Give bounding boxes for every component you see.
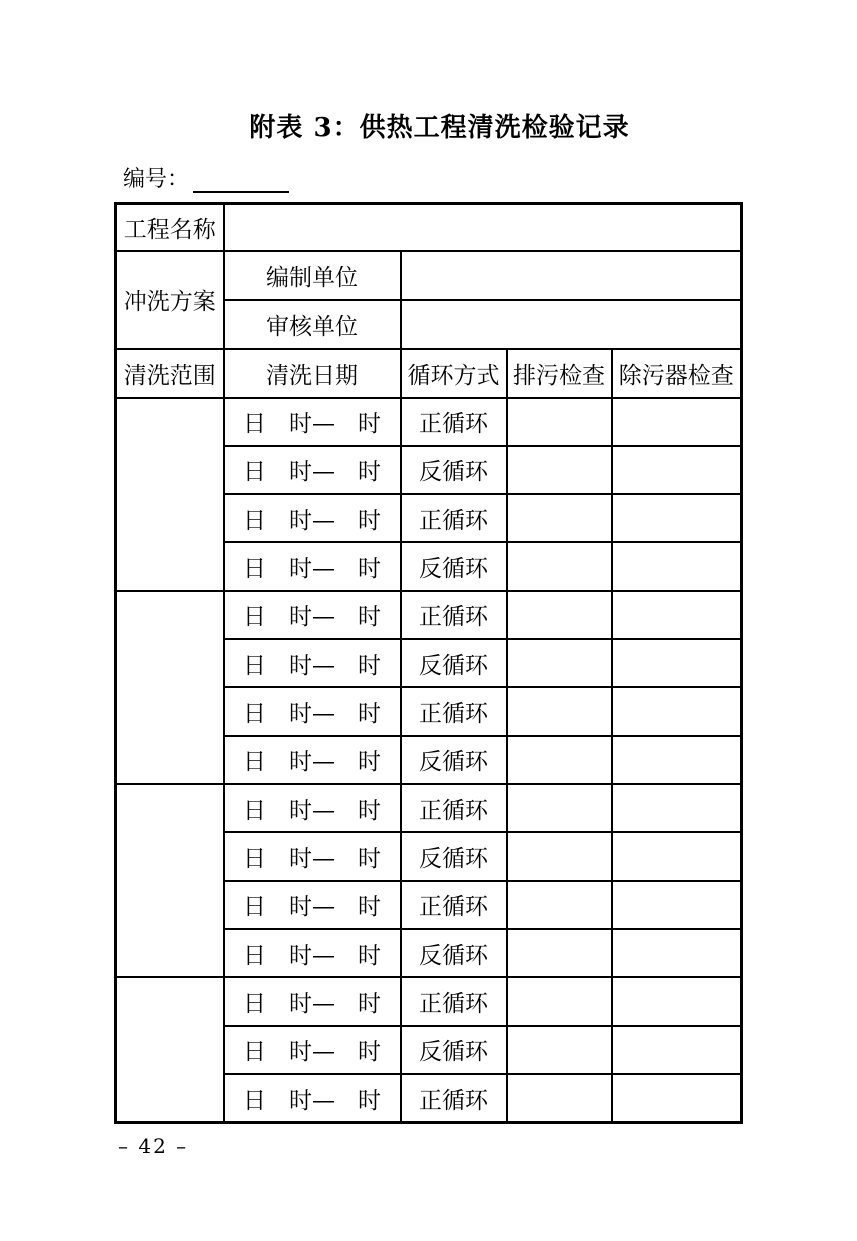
page-number: – 42 – (118, 1134, 189, 1158)
cleaning-date-cell: 日 时— 时 (224, 494, 401, 542)
cleaning-scope-cell (116, 784, 224, 977)
review-unit-value-cell (401, 300, 742, 349)
col-header-strainer: 除污器检查 (612, 349, 742, 398)
strainer-check-cell (612, 1026, 742, 1074)
cleaning-date-cell: 日 时— 时 (224, 736, 401, 784)
project-name-value-cell (224, 204, 742, 251)
serial-label: 编号： (123, 167, 190, 192)
drain-check-cell (507, 398, 612, 446)
strainer-check-cell (612, 494, 742, 542)
drain-check-cell (507, 736, 612, 784)
record-row (116, 398, 742, 446)
cycle-mode-cell: 反循环 (401, 929, 507, 977)
strainer-check-cell (612, 832, 742, 880)
strainer-check-cell (612, 929, 742, 977)
drain-check-cell (507, 494, 612, 542)
record-row (116, 784, 742, 832)
cleaning-scope-cell (116, 591, 224, 784)
drain-check-cell (507, 929, 612, 977)
drain-check-cell (507, 1074, 612, 1122)
cleaning-date-cell: 日 时— 时 (224, 1026, 401, 1074)
cleaning-date-cell: 日 时— 时 (224, 1074, 401, 1122)
cleaning-date-cell: 日 时— 时 (224, 446, 401, 494)
cycle-mode-cell: 反循环 (401, 542, 507, 590)
cycle-mode-cell: 正循环 (401, 881, 507, 929)
cycle-mode-cell: 正循环 (401, 591, 507, 639)
drain-check-cell (507, 542, 612, 590)
serial-value-blank (193, 169, 289, 193)
strainer-check-cell (612, 591, 742, 639)
cycle-mode-cell: 正循环 (401, 687, 507, 735)
cleaning-date-cell: 日 时— 时 (224, 687, 401, 735)
strainer-check-cell (612, 542, 742, 590)
cycle-mode-cell: 正循环 (401, 398, 507, 446)
cleaning-date-cell: 日 时— 时 (224, 639, 401, 687)
drain-check-cell (507, 591, 612, 639)
page-title: 附表 3：供热工程清洗检验记录 (249, 113, 630, 143)
drain-check-cell (507, 881, 612, 929)
cleaning-date-cell: 日 时— 时 (224, 784, 401, 832)
project-name-label: 工程名称 (116, 204, 224, 251)
drain-check-cell (507, 639, 612, 687)
strainer-check-cell (612, 1074, 742, 1122)
cycle-mode-cell: 正循环 (401, 494, 507, 542)
cleaning-record-table (114, 202, 743, 1124)
cycle-mode-cell: 反循环 (401, 639, 507, 687)
drain-check-cell (507, 446, 612, 494)
cycle-mode-cell: 反循环 (401, 736, 507, 784)
strainer-check-cell (612, 687, 742, 735)
cleaning-scope-cell (116, 398, 224, 591)
col-header-drain: 排污检查 (507, 349, 612, 398)
record-row (116, 977, 742, 1025)
drain-check-cell (507, 977, 612, 1025)
cleaning-date-cell: 日 时— 时 (224, 881, 401, 929)
compile-unit-row (116, 251, 742, 300)
cycle-mode-cell: 正循环 (401, 1074, 507, 1122)
cleaning-date-cell: 日 时— 时 (224, 542, 401, 590)
drain-check-cell (507, 832, 612, 880)
table-header-row (116, 349, 742, 398)
compile-unit-value-cell (401, 251, 742, 300)
strainer-check-cell (612, 977, 742, 1025)
cleaning-date-cell: 日 时— 时 (224, 832, 401, 880)
strainer-check-cell (612, 881, 742, 929)
flush-plan-label: 冲洗方案 (116, 251, 224, 349)
cleaning-date-cell: 日 时— 时 (224, 977, 401, 1025)
compile-unit-label: 编制单位 (224, 251, 401, 300)
drain-check-cell (507, 687, 612, 735)
drain-check-cell (507, 784, 612, 832)
cycle-mode-cell: 正循环 (401, 784, 507, 832)
drain-check-cell (507, 1026, 612, 1074)
strainer-check-cell (612, 639, 742, 687)
cleaning-date-cell: 日 时— 时 (224, 591, 401, 639)
col-header-scope: 清洗范围 (116, 349, 224, 398)
col-header-date: 清洗日期 (224, 349, 401, 398)
strainer-check-cell (612, 398, 742, 446)
review-unit-label: 审核单位 (224, 300, 401, 349)
project-name-row (116, 204, 742, 251)
cleaning-scope-cell (116, 977, 224, 1122)
serial-number-line (123, 167, 289, 193)
col-header-cycle: 循环方式 (401, 349, 507, 398)
cycle-mode-cell: 正循环 (401, 977, 507, 1025)
cycle-mode-cell: 反循环 (401, 1026, 507, 1074)
strainer-check-cell (612, 736, 742, 784)
strainer-check-cell (612, 784, 742, 832)
cycle-mode-cell: 反循环 (401, 446, 507, 494)
record-row (116, 591, 742, 639)
cleaning-date-cell: 日 时— 时 (224, 398, 401, 446)
strainer-check-cell (612, 446, 742, 494)
cycle-mode-cell: 反循环 (401, 832, 507, 880)
cleaning-date-cell: 日 时— 时 (224, 929, 401, 977)
